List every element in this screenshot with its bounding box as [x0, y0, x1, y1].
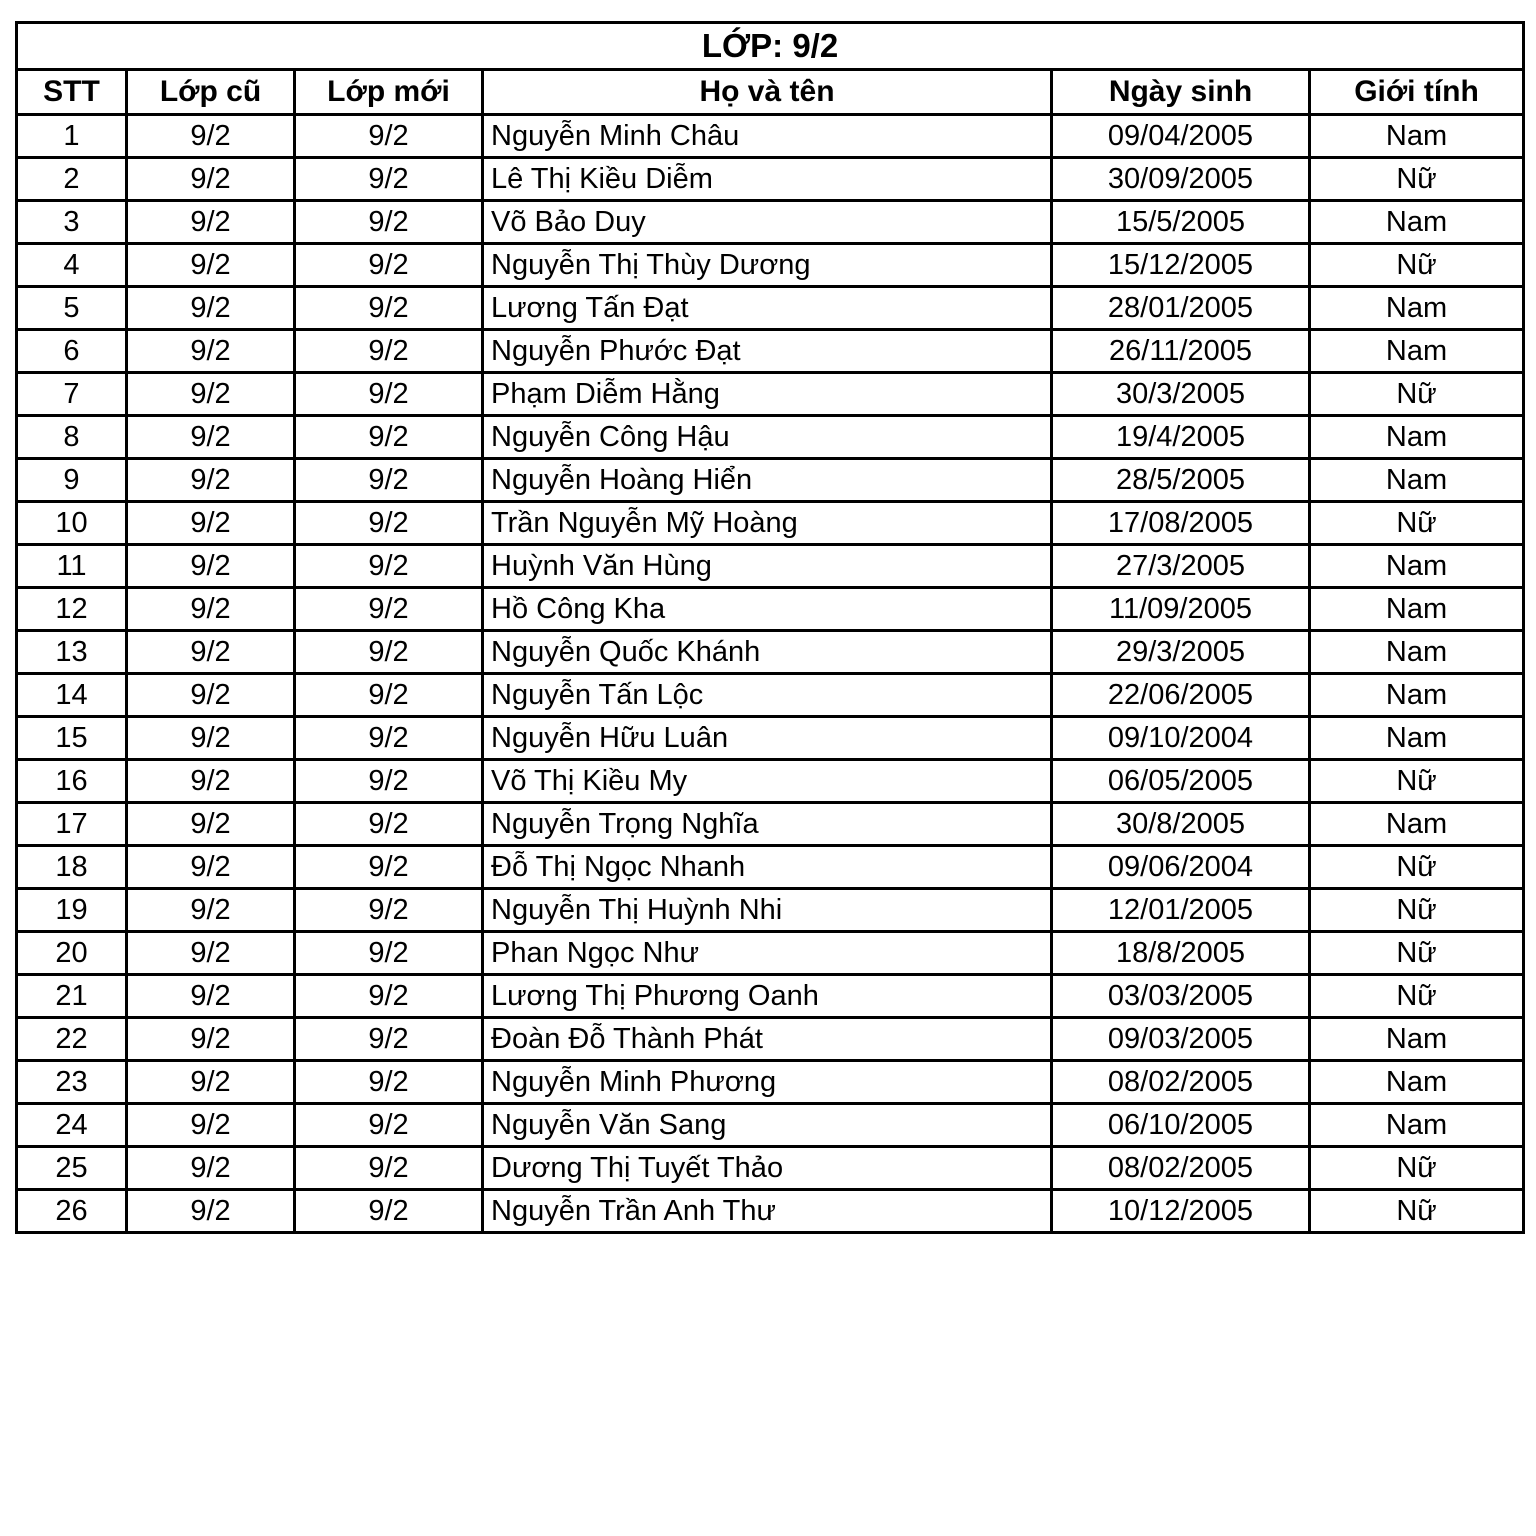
cell-old-class: 9/2	[127, 1190, 295, 1233]
cell-full-name: Nguyễn Quốc Khánh	[483, 631, 1052, 674]
table-row	[17, 287, 1524, 330]
cell-stt: 3	[17, 201, 127, 244]
cell-dob: 27/3/2005	[1052, 545, 1310, 588]
column-header-new-class: Lớp mới	[295, 70, 483, 115]
cell-old-class: 9/2	[127, 803, 295, 846]
cell-gender: Nam	[1310, 717, 1524, 760]
cell-full-name: Nguyễn Thị Thùy Dương	[483, 244, 1052, 287]
cell-dob: 30/3/2005	[1052, 373, 1310, 416]
cell-gender: Nữ	[1310, 1147, 1524, 1190]
cell-new-class: 9/2	[295, 373, 483, 416]
cell-stt: 25	[17, 1147, 127, 1190]
cell-dob: 03/03/2005	[1052, 975, 1310, 1018]
cell-stt: 11	[17, 545, 127, 588]
table-row	[17, 416, 1524, 459]
cell-dob: 09/03/2005	[1052, 1018, 1310, 1061]
cell-dob: 30/09/2005	[1052, 158, 1310, 201]
cell-dob: 26/11/2005	[1052, 330, 1310, 373]
cell-stt: 22	[17, 1018, 127, 1061]
cell-full-name: Lương Tấn Đạt	[483, 287, 1052, 330]
cell-dob: 28/5/2005	[1052, 459, 1310, 502]
cell-new-class: 9/2	[295, 1018, 483, 1061]
cell-dob: 29/3/2005	[1052, 631, 1310, 674]
cell-new-class: 9/2	[295, 244, 483, 287]
cell-dob: 12/01/2005	[1052, 889, 1310, 932]
cell-full-name: Dương Thị Tuyết Thảo	[483, 1147, 1052, 1190]
cell-full-name: Nguyễn Minh Phương	[483, 1061, 1052, 1104]
cell-stt: 1	[17, 115, 127, 158]
cell-full-name: Nguyễn Hữu Luân	[483, 717, 1052, 760]
column-header-full-name: Họ và tên	[483, 70, 1052, 115]
column-header-stt: STT	[17, 70, 127, 115]
cell-old-class: 9/2	[127, 674, 295, 717]
cell-dob: 17/08/2005	[1052, 502, 1310, 545]
cell-full-name: Nguyễn Hoàng Hiển	[483, 459, 1052, 502]
cell-full-name: Nguyễn Minh Châu	[483, 115, 1052, 158]
cell-old-class: 9/2	[127, 889, 295, 932]
cell-new-class: 9/2	[295, 201, 483, 244]
cell-old-class: 9/2	[127, 932, 295, 975]
table-row	[17, 244, 1524, 287]
table-row	[17, 975, 1524, 1018]
cell-new-class: 9/2	[295, 717, 483, 760]
table-row	[17, 803, 1524, 846]
cell-gender: Nam	[1310, 416, 1524, 459]
cell-full-name: Nguyễn Trần Anh Thư	[483, 1190, 1052, 1233]
cell-new-class: 9/2	[295, 932, 483, 975]
cell-dob: 18/8/2005	[1052, 932, 1310, 975]
cell-stt: 23	[17, 1061, 127, 1104]
cell-new-class: 9/2	[295, 115, 483, 158]
cell-full-name: Nguyễn Văn Sang	[483, 1104, 1052, 1147]
cell-old-class: 9/2	[127, 1018, 295, 1061]
cell-new-class: 9/2	[295, 1147, 483, 1190]
cell-new-class: 9/2	[295, 545, 483, 588]
cell-new-class: 9/2	[295, 1061, 483, 1104]
cell-dob: 19/4/2005	[1052, 416, 1310, 459]
cell-full-name: Phạm Diễm Hằng	[483, 373, 1052, 416]
column-header-gender: Giới tính	[1310, 70, 1524, 115]
table-row	[17, 1018, 1524, 1061]
cell-new-class: 9/2	[295, 975, 483, 1018]
cell-gender: Nữ	[1310, 244, 1524, 287]
cell-gender: Nữ	[1310, 760, 1524, 803]
cell-dob: 09/10/2004	[1052, 717, 1310, 760]
cell-gender: Nam	[1310, 330, 1524, 373]
cell-stt: 21	[17, 975, 127, 1018]
table-row	[17, 846, 1524, 889]
cell-new-class: 9/2	[295, 631, 483, 674]
table-row	[17, 373, 1524, 416]
cell-new-class: 9/2	[295, 1190, 483, 1233]
table-row	[17, 201, 1524, 244]
cell-new-class: 9/2	[295, 588, 483, 631]
header-row	[17, 70, 1524, 115]
cell-new-class: 9/2	[295, 889, 483, 932]
cell-full-name: Lương Thị Phương Oanh	[483, 975, 1052, 1018]
cell-stt: 15	[17, 717, 127, 760]
cell-dob: 08/02/2005	[1052, 1147, 1310, 1190]
cell-full-name: Phan Ngọc Như	[483, 932, 1052, 975]
table-row	[17, 545, 1524, 588]
cell-stt: 18	[17, 846, 127, 889]
cell-gender: Nữ	[1310, 502, 1524, 545]
cell-stt: 5	[17, 287, 127, 330]
cell-dob: 10/12/2005	[1052, 1190, 1310, 1233]
table-row	[17, 1104, 1524, 1147]
cell-full-name: Nguyễn Trọng Nghĩa	[483, 803, 1052, 846]
cell-gender: Nữ	[1310, 158, 1524, 201]
cell-dob: 15/5/2005	[1052, 201, 1310, 244]
cell-old-class: 9/2	[127, 416, 295, 459]
cell-old-class: 9/2	[127, 201, 295, 244]
cell-gender: Nam	[1310, 115, 1524, 158]
column-header-dob: Ngày sinh	[1052, 70, 1310, 115]
cell-full-name: Lê Thị Kiều Diễm	[483, 158, 1052, 201]
cell-old-class: 9/2	[127, 717, 295, 760]
cell-stt: 24	[17, 1104, 127, 1147]
cell-gender: Nam	[1310, 545, 1524, 588]
cell-stt: 13	[17, 631, 127, 674]
cell-full-name: Võ Thị Kiều My	[483, 760, 1052, 803]
cell-dob: 08/02/2005	[1052, 1061, 1310, 1104]
cell-stt: 9	[17, 459, 127, 502]
cell-old-class: 9/2	[127, 1104, 295, 1147]
cell-dob: 15/12/2005	[1052, 244, 1310, 287]
cell-full-name: Nguyễn Công Hậu	[483, 416, 1052, 459]
cell-new-class: 9/2	[295, 459, 483, 502]
cell-new-class: 9/2	[295, 416, 483, 459]
cell-stt: 2	[17, 158, 127, 201]
table-row	[17, 158, 1524, 201]
cell-old-class: 9/2	[127, 502, 295, 545]
cell-old-class: 9/2	[127, 459, 295, 502]
cell-full-name: Nguyễn Tấn Lộc	[483, 674, 1052, 717]
table-row	[17, 588, 1524, 631]
cell-full-name: Nguyễn Thị Huỳnh Nhi	[483, 889, 1052, 932]
cell-dob: 30/8/2005	[1052, 803, 1310, 846]
cell-gender: Nữ	[1310, 932, 1524, 975]
cell-gender: Nam	[1310, 287, 1524, 330]
cell-old-class: 9/2	[127, 1147, 295, 1190]
cell-old-class: 9/2	[127, 1061, 295, 1104]
table-row	[17, 631, 1524, 674]
table-row	[17, 502, 1524, 545]
cell-gender: Nữ	[1310, 1190, 1524, 1233]
cell-new-class: 9/2	[295, 287, 483, 330]
class-roster-table	[15, 21, 1525, 1234]
table-row	[17, 717, 1524, 760]
cell-stt: 17	[17, 803, 127, 846]
cell-old-class: 9/2	[127, 760, 295, 803]
cell-old-class: 9/2	[127, 545, 295, 588]
cell-old-class: 9/2	[127, 158, 295, 201]
table-row	[17, 459, 1524, 502]
cell-new-class: 9/2	[295, 502, 483, 545]
column-header-old-class: Lớp cũ	[127, 70, 295, 115]
cell-old-class: 9/2	[127, 588, 295, 631]
cell-full-name: Trần Nguyễn Mỹ Hoàng	[483, 502, 1052, 545]
table-row	[17, 674, 1524, 717]
table-row	[17, 1147, 1524, 1190]
cell-new-class: 9/2	[295, 760, 483, 803]
cell-old-class: 9/2	[127, 115, 295, 158]
cell-gender: Nữ	[1310, 373, 1524, 416]
cell-full-name: Đoàn Đỗ Thành Phát	[483, 1018, 1052, 1061]
table-row	[17, 932, 1524, 975]
cell-full-name: Võ Bảo Duy	[483, 201, 1052, 244]
cell-old-class: 9/2	[127, 846, 295, 889]
cell-gender: Nam	[1310, 1104, 1524, 1147]
cell-old-class: 9/2	[127, 330, 295, 373]
table-row	[17, 330, 1524, 373]
cell-old-class: 9/2	[127, 373, 295, 416]
cell-stt: 4	[17, 244, 127, 287]
cell-stt: 8	[17, 416, 127, 459]
table-row	[17, 115, 1524, 158]
cell-dob: 22/06/2005	[1052, 674, 1310, 717]
cell-gender: Nam	[1310, 201, 1524, 244]
cell-gender: Nam	[1310, 631, 1524, 674]
cell-gender: Nữ	[1310, 975, 1524, 1018]
cell-gender: Nam	[1310, 588, 1524, 631]
cell-old-class: 9/2	[127, 631, 295, 674]
table-row	[17, 1190, 1524, 1233]
cell-stt: 10	[17, 502, 127, 545]
cell-full-name: Nguyễn Phước Đạt	[483, 330, 1052, 373]
cell-full-name: Hồ Công Kha	[483, 588, 1052, 631]
cell-dob: 09/06/2004	[1052, 846, 1310, 889]
cell-stt: 19	[17, 889, 127, 932]
table-row	[17, 889, 1524, 932]
cell-stt: 6	[17, 330, 127, 373]
cell-full-name: Đỗ Thị Ngọc Nhanh	[483, 846, 1052, 889]
cell-gender: Nam	[1310, 459, 1524, 502]
cell-new-class: 9/2	[295, 330, 483, 373]
cell-dob: 28/01/2005	[1052, 287, 1310, 330]
cell-new-class: 9/2	[295, 674, 483, 717]
cell-old-class: 9/2	[127, 287, 295, 330]
cell-stt: 14	[17, 674, 127, 717]
cell-old-class: 9/2	[127, 975, 295, 1018]
cell-dob: 09/04/2005	[1052, 115, 1310, 158]
cell-full-name: Huỳnh Văn Hùng	[483, 545, 1052, 588]
cell-stt: 20	[17, 932, 127, 975]
cell-gender: Nam	[1310, 1018, 1524, 1061]
cell-new-class: 9/2	[295, 803, 483, 846]
cell-dob: 06/10/2005	[1052, 1104, 1310, 1147]
cell-stt: 26	[17, 1190, 127, 1233]
cell-stt: 16	[17, 760, 127, 803]
cell-stt: 7	[17, 373, 127, 416]
cell-gender: Nữ	[1310, 889, 1524, 932]
cell-gender: Nam	[1310, 803, 1524, 846]
cell-gender: Nam	[1310, 674, 1524, 717]
cell-new-class: 9/2	[295, 158, 483, 201]
cell-old-class: 9/2	[127, 244, 295, 287]
table-row	[17, 1061, 1524, 1104]
cell-stt: 12	[17, 588, 127, 631]
table-title: LỚP: 9/2	[17, 23, 1524, 70]
cell-dob: 11/09/2005	[1052, 588, 1310, 631]
cell-gender: Nam	[1310, 1061, 1524, 1104]
table-row	[17, 760, 1524, 803]
cell-dob: 06/05/2005	[1052, 760, 1310, 803]
cell-gender: Nữ	[1310, 846, 1524, 889]
cell-new-class: 9/2	[295, 1104, 483, 1147]
title-row	[17, 23, 1524, 70]
cell-new-class: 9/2	[295, 846, 483, 889]
